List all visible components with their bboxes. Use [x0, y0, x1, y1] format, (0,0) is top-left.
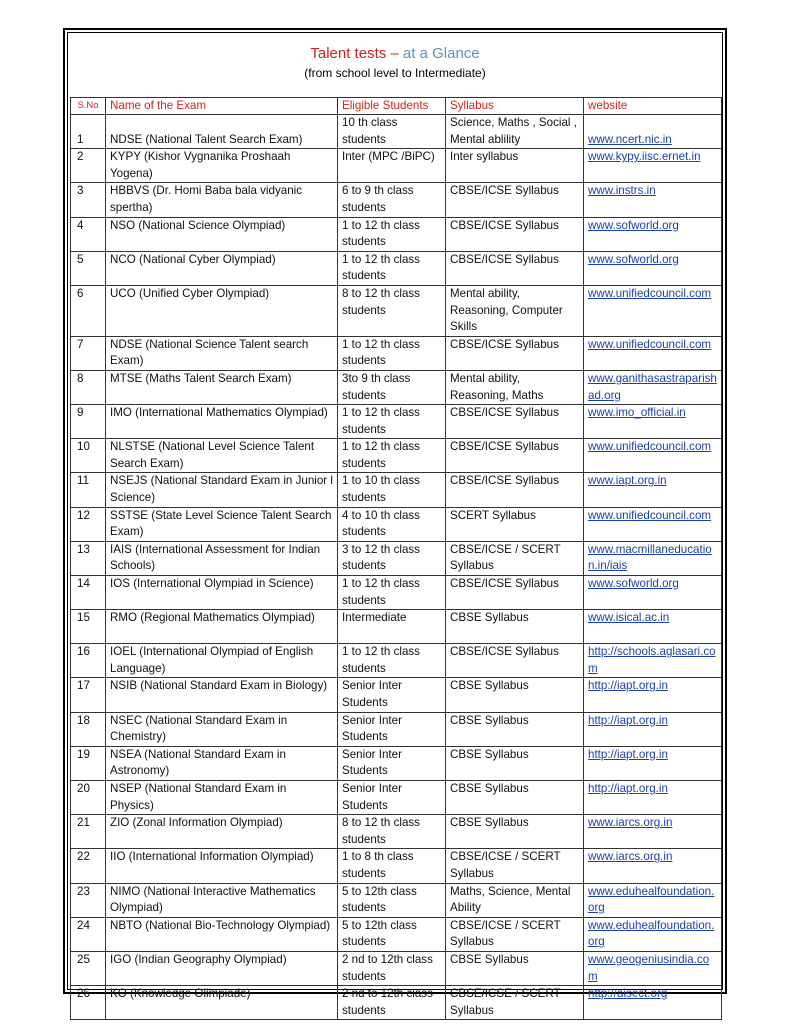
- table-header-row: [71, 98, 722, 115]
- cell-name-text: IGO (Indian Geography Olympiad): [110, 952, 287, 966]
- cell-sno: [71, 576, 106, 610]
- cell-syllabus: [446, 951, 584, 985]
- cell-eligible-text: 6 to 9 th class students: [342, 184, 414, 214]
- cell-name: [106, 951, 338, 985]
- cell-syllabus: [446, 149, 584, 183]
- cell-sno: [71, 849, 106, 883]
- cell-sno-text: 4: [77, 218, 84, 232]
- cell-syllabus-text: CBSE/ICSE / SCERT Syllabus: [450, 850, 561, 880]
- cell-syllabus: [446, 576, 584, 610]
- cell-syllabus: [446, 217, 584, 251]
- cell-syllabus-text: CBSE/ICSE Syllabus: [450, 337, 559, 351]
- cell-name-text: IOS (International Olympiad in Science): [110, 577, 314, 591]
- cell-eligible: [338, 115, 446, 149]
- cell-name-text: NSEP (National Standard Exam in Physics): [110, 781, 287, 812]
- table-row: [71, 917, 722, 951]
- title-part-1: Talent tests: [310, 45, 387, 62]
- cell-syllabus: [446, 336, 584, 370]
- cell-sno-text: 25: [77, 952, 90, 966]
- cell-name: [106, 849, 338, 883]
- cell-sno: [71, 115, 106, 149]
- cell-eligible: [338, 405, 446, 439]
- cell-eligible: [338, 183, 446, 217]
- cell-website: [584, 370, 722, 404]
- table-row: [71, 849, 722, 883]
- cell-website: [584, 610, 722, 644]
- cell-syllabus: [446, 251, 584, 285]
- col-header-sno: S.No: [71, 98, 106, 115]
- table-row: [71, 336, 722, 370]
- cell-name-text: NCO (National Cyber Olympiad): [110, 252, 276, 266]
- cell-name-text: IAIS (International Assessment for Indian Schools): [110, 542, 321, 573]
- cell-syllabus: [446, 712, 584, 746]
- cell-eligible: [338, 217, 446, 251]
- cell-sno: [71, 439, 106, 473]
- cell-sno-text: 8: [77, 371, 84, 385]
- cell-website: [584, 712, 722, 746]
- cell-sno-text: 15: [77, 611, 90, 625]
- cell-eligible-text: 5 to 12th class students: [342, 918, 417, 949]
- cell-sno-text: 22: [77, 850, 90, 864]
- cell-eligible: [338, 285, 446, 336]
- cell-name: [106, 439, 338, 473]
- cell-website: [584, 115, 722, 149]
- cell-name-text: HBBVS (Dr. Homi Baba bala vidyanic spertha): [110, 184, 303, 214]
- website-link[interactable]: www.iarcs.org.in: [588, 850, 673, 864]
- cell-syllabus-text: Maths, Science, Mental Ability: [450, 884, 571, 915]
- website-link[interactable]: http://iapt.org.in: [588, 781, 668, 795]
- cell-sno: [71, 610, 106, 644]
- cell-syllabus-text: CBSE/ICSE Syllabus: [450, 474, 559, 488]
- website-link[interactable]: www.unifiedcouncil.com: [588, 286, 712, 300]
- cell-website: [584, 746, 722, 780]
- cell-syllabus: [446, 541, 584, 575]
- cell-eligible-text: 2 nd to 12th class students: [342, 987, 433, 1017]
- cell-website: [584, 439, 722, 473]
- cell-eligible: [338, 780, 446, 814]
- website-link[interactable]: http://iapt.org.in: [588, 713, 668, 727]
- website-link[interactable]: www.instrs.in: [588, 184, 656, 198]
- cell-syllabus-text: CBSE/ICSE Syllabus: [450, 218, 559, 232]
- cell-sno: [71, 917, 106, 951]
- cell-website: [584, 217, 722, 251]
- cell-syllabus-text: CBSE Syllabus: [450, 816, 529, 830]
- cell-syllabus-text: CBSE/ICSE Syllabus: [450, 440, 559, 454]
- cell-syllabus-text: Mental ability, Reasoning, Computer Skills: [450, 286, 563, 334]
- cell-sno-text: 21: [77, 816, 90, 830]
- cell-eligible-text: 1 to 12 th class students: [342, 252, 420, 283]
- cell-name-text: NSEJS (National Standard Exam in Junior l Science): [110, 474, 333, 505]
- cell-eligible-text: 1 to 12 th class students: [342, 645, 420, 675]
- cell-name-text: NLSTSE (National Level Science Talent Search Exam): [110, 440, 315, 470]
- cell-sno: [71, 370, 106, 404]
- cell-syllabus-text: CBSE Syllabus: [450, 611, 529, 625]
- cell-website: [584, 951, 722, 985]
- cell-name: [106, 405, 338, 439]
- cell-eligible: [338, 251, 446, 285]
- cell-eligible: [338, 746, 446, 780]
- cell-eligible-text: 2 nd to 12th class students: [342, 952, 433, 983]
- col-header-website: website: [584, 98, 722, 115]
- cell-name: [106, 712, 338, 746]
- cell-website: [584, 336, 722, 370]
- cell-name: [106, 217, 338, 251]
- table-row: [71, 815, 722, 849]
- cell-eligible: [338, 541, 446, 575]
- cell-name: [106, 780, 338, 814]
- cell-syllabus: [446, 746, 584, 780]
- cell-syllabus-text: CBSE Syllabus: [450, 679, 529, 693]
- cell-eligible-text: Senior Inter Students: [342, 747, 402, 778]
- cell-website: [584, 917, 722, 951]
- cell-name: [106, 986, 338, 1020]
- cell-syllabus-text: Mental ability, Reasoning, Maths: [450, 371, 544, 402]
- website-link[interactable]: www.unifiedcouncil.com: [588, 337, 712, 351]
- table-row: [71, 405, 722, 439]
- cell-sno-text: 3: [77, 184, 84, 198]
- cell-website: [584, 507, 722, 541]
- cell-name: [106, 251, 338, 285]
- cell-eligible: [338, 473, 446, 507]
- cell-eligible: [338, 883, 446, 917]
- website-link[interactable]: www.ncert.nic.in: [588, 132, 672, 146]
- cell-syllabus: [446, 370, 584, 404]
- cell-website: [584, 780, 722, 814]
- cell-name: [106, 746, 338, 780]
- table-row: [71, 217, 722, 251]
- cell-name-text: NIMO (National Interactive Mathematics Olympiad): [110, 884, 316, 915]
- website-link[interactable]: http://aisect.org: [588, 987, 668, 1001]
- cell-syllabus-text: CBSE/ICSE / SCERT Syllabus: [450, 542, 561, 573]
- cell-eligible-text: 1 to 12 th class students: [342, 337, 420, 368]
- cell-name-text: RMO (Regional Mathematics Olympiad): [110, 611, 315, 625]
- cell-eligible: [338, 610, 446, 644]
- title-dash: –: [386, 45, 403, 62]
- cell-eligible: [338, 439, 446, 473]
- cell-name: [106, 541, 338, 575]
- cell-name-text: UCO (Unified Cyber Olympiad): [110, 286, 270, 300]
- table-row: [71, 951, 722, 985]
- cell-website: [584, 815, 722, 849]
- cell-name: [106, 336, 338, 370]
- cell-eligible-text: 10 th class students: [342, 116, 398, 146]
- cell-eligible: [338, 678, 446, 712]
- cell-eligible-text: 1 to 12 th class students: [342, 577, 420, 607]
- cell-sno-text: 24: [77, 918, 90, 932]
- cell-eligible: [338, 712, 446, 746]
- cell-syllabus: [446, 439, 584, 473]
- website-link[interactable]: http://iapt.org.in: [588, 679, 668, 693]
- cell-eligible: [338, 576, 446, 610]
- table-row: [71, 285, 722, 336]
- cell-sno: [71, 251, 106, 285]
- table-row: [71, 610, 722, 644]
- cell-sno: [71, 285, 106, 336]
- website-link[interactable]: www.iarcs.org.in: [588, 816, 673, 830]
- cell-syllabus-text: CBSE Syllabus: [450, 713, 529, 727]
- cell-eligible-text: 8 to 12 th class students: [342, 816, 420, 846]
- table-row: [71, 115, 722, 149]
- website-link[interactable]: www.sofworld.org: [588, 218, 679, 232]
- cell-syllabus-text: CBSE/ICSE / SCERT Syllabus: [450, 918, 561, 949]
- cell-name-text: SSTSE (State Level Science Talent Search Exam): [110, 508, 332, 539]
- cell-eligible: [338, 986, 446, 1020]
- cell-sno-text: 16: [77, 645, 90, 659]
- cell-name: [106, 644, 338, 678]
- table-row: [71, 883, 722, 917]
- website-link[interactable]: www.unifiedcouncil.com: [588, 508, 712, 522]
- website-link[interactable]: www.ganithasastraparishad.org: [588, 371, 717, 402]
- table-body: [71, 115, 722, 1020]
- cell-name: [106, 678, 338, 712]
- cell-website: [584, 678, 722, 712]
- website-link[interactable]: www.unifiedcouncil.com: [588, 440, 712, 454]
- cell-sno: [71, 951, 106, 985]
- cell-eligible-text: 1 to 8 th class students: [342, 850, 414, 880]
- website-link[interactable]: www.kypy.iisc.ernet.in: [588, 150, 701, 164]
- cell-sno-text: 20: [77, 781, 90, 795]
- table-row: [71, 507, 722, 541]
- cell-eligible: [338, 336, 446, 370]
- cell-website: [584, 644, 722, 678]
- cell-sno-text: 5: [77, 252, 84, 266]
- cell-name-text: KYPY (Kishor Vygnanika Proshaah Yogena): [110, 150, 291, 180]
- cell-syllabus: [446, 780, 584, 814]
- cell-syllabus-text: Science, Maths , Social , Mental ablility: [450, 116, 577, 146]
- cell-name: [106, 883, 338, 917]
- cell-sno: [71, 217, 106, 251]
- page-title: [67, 44, 723, 64]
- cell-name: [106, 370, 338, 404]
- cell-syllabus: [446, 405, 584, 439]
- cell-sno-text: 2: [77, 150, 84, 164]
- cell-name: [106, 917, 338, 951]
- cell-eligible-text: Inter (MPC /BiPC): [342, 150, 435, 164]
- cell-website: [584, 986, 722, 1020]
- cell-syllabus-text: Inter syllabus: [450, 150, 519, 164]
- cell-syllabus: [446, 115, 584, 149]
- cell-sno: [71, 678, 106, 712]
- cell-eligible-text: 4 to 10 th class students: [342, 508, 420, 539]
- cell-sno: [71, 507, 106, 541]
- cell-sno: [71, 183, 106, 217]
- cell-syllabus-text: CBSE Syllabus: [450, 952, 529, 966]
- table-row: [71, 439, 722, 473]
- website-link[interactable]: www.macmillaneducation.in/iais: [588, 542, 712, 573]
- cell-syllabus: [446, 507, 584, 541]
- website-link[interactable]: www.geogeniusindia.com: [588, 952, 710, 983]
- cell-syllabus: [446, 986, 584, 1020]
- cell-sno: [71, 541, 106, 575]
- cell-website: [584, 251, 722, 285]
- table-row: [71, 678, 722, 712]
- cell-syllabus: [446, 678, 584, 712]
- cell-sno-text: 12: [77, 508, 90, 522]
- table-row: [71, 370, 722, 404]
- cell-sno-text: 14: [77, 577, 90, 591]
- cell-name-text: NSEC (National Standard Exam in Chemistry): [110, 713, 288, 744]
- table-row: [71, 986, 722, 1020]
- cell-syllabus: [446, 849, 584, 883]
- table-row: [71, 473, 722, 507]
- cell-sno: [71, 746, 106, 780]
- cell-website: [584, 285, 722, 336]
- cell-name: [106, 610, 338, 644]
- cell-syllabus-text: CBSE/ICSE Syllabus: [450, 252, 559, 266]
- cell-website: [584, 149, 722, 183]
- cell-syllabus-text: CBSE/ICSE / SCERT Syllabus: [450, 987, 561, 1017]
- website-link[interactable]: www.isical.ac.in: [588, 611, 670, 625]
- cell-syllabus-text: CBSE/ICSE Syllabus: [450, 645, 559, 659]
- cell-name: [106, 815, 338, 849]
- cell-sno: [71, 473, 106, 507]
- cell-eligible-text: 1 to 12 th class students: [342, 440, 420, 470]
- cell-sno: [71, 149, 106, 183]
- cell-name-text: NSIB (National Standard Exam in Biology): [110, 679, 328, 693]
- cell-eligible-text: 1 to 12 th class students: [342, 406, 420, 436]
- cell-name-text: NSO (National Science Olympiad): [110, 218, 286, 232]
- cell-website: [584, 405, 722, 439]
- table-row: [71, 149, 722, 183]
- cell-syllabus: [446, 917, 584, 951]
- cell-syllabus-text: CBSE Syllabus: [450, 747, 529, 761]
- title-part-2: at a Glance: [402, 45, 480, 62]
- cell-eligible-text: Senior Inter Students: [342, 679, 402, 709]
- table-row: [71, 746, 722, 780]
- cell-name-text: MTSE (Maths Talent Search Exam): [110, 371, 292, 385]
- cell-name-text: NBTO (National Bio-Technology Olympiad): [110, 918, 331, 932]
- cell-name-text: IIO (International Information Olympiad): [110, 850, 314, 864]
- website-link[interactable]: http://schools.aglasari.com: [588, 645, 716, 675]
- page-subtitle: (from school level to Intermediate): [304, 66, 486, 80]
- website-link[interactable]: http://iapt.org.in: [588, 747, 668, 761]
- cell-name: [106, 473, 338, 507]
- cell-website: [584, 183, 722, 217]
- col-header-syllabus: Syllabus: [446, 98, 584, 115]
- cell-website: [584, 849, 722, 883]
- cell-sno-text: 18: [77, 713, 90, 727]
- cell-sno: [71, 336, 106, 370]
- col-header-name: Name of the Exam: [106, 98, 338, 115]
- table-row: [71, 183, 722, 217]
- cell-eligible-text: Senior Inter Students: [342, 781, 402, 812]
- col-header-eligible: Eligible Students: [338, 98, 446, 115]
- cell-sno: [71, 780, 106, 814]
- cell-syllabus: [446, 183, 584, 217]
- table-row: [71, 541, 722, 575]
- cell-name: [106, 507, 338, 541]
- website-link[interactable]: www.sofworld.org: [588, 577, 679, 591]
- cell-sno-text: 9: [77, 406, 84, 420]
- cell-eligible-text: 3 to 12 th class students: [342, 542, 420, 573]
- cell-website: [584, 473, 722, 507]
- website-link[interactable]: www.imo_official.in: [588, 406, 686, 420]
- cell-eligible: [338, 849, 446, 883]
- table-row: [71, 712, 722, 746]
- website-link[interactable]: www.eduhealfoundation.org: [588, 884, 715, 915]
- exams-table: [70, 97, 722, 1020]
- cell-syllabus-text: CBSE/ICSE Syllabus: [450, 577, 559, 591]
- cell-name-text: KO (Knowledge Olimpiade): [110, 987, 251, 1001]
- cell-eligible: [338, 951, 446, 985]
- cell-eligible-text: 8 to 12 th class students: [342, 286, 420, 317]
- cell-name-text: IMO (International Mathematics Olympiad): [110, 406, 328, 420]
- cell-eligible-text: 1 to 10 th class students: [342, 474, 420, 505]
- cell-syllabus-text: CBSE/ICSE Syllabus: [450, 406, 559, 420]
- cell-sno-text: 11: [77, 474, 90, 488]
- website-link[interactable]: www.eduhealfoundation.org: [588, 918, 715, 949]
- cell-website: [584, 576, 722, 610]
- cell-eligible: [338, 149, 446, 183]
- cell-eligible-text: 5 to 12th class students: [342, 884, 417, 915]
- cell-name: [106, 149, 338, 183]
- table-row: [71, 780, 722, 814]
- cell-eligible: [338, 507, 446, 541]
- cell-eligible: [338, 917, 446, 951]
- cell-sno: [71, 815, 106, 849]
- cell-website: [584, 541, 722, 575]
- cell-sno-text: 26: [77, 987, 90, 1001]
- cell-sno: [71, 883, 106, 917]
- cell-eligible: [338, 815, 446, 849]
- cell-eligible-text: Intermediate: [342, 611, 407, 625]
- cell-sno-text: 1: [77, 132, 84, 146]
- cell-sno-text: 23: [77, 884, 90, 898]
- table-row: [71, 251, 722, 285]
- cell-syllabus: [446, 644, 584, 678]
- website-link[interactable]: www.iapt.org.in: [588, 474, 667, 488]
- cell-eligible-text: 3to 9 th class students: [342, 371, 411, 402]
- cell-sno-text: 17: [77, 679, 90, 693]
- cell-name-text: NSEA (National Standard Exam in Astronomy): [110, 747, 286, 778]
- cell-name: [106, 183, 338, 217]
- cell-name-text: IOEL (International Olympiad of English Language): [110, 645, 314, 675]
- cell-name: [106, 115, 338, 149]
- cell-sno-text: 7: [77, 337, 84, 351]
- cell-name: [106, 576, 338, 610]
- cell-sno: [71, 986, 106, 1020]
- cell-syllabus-text: CBSE Syllabus: [450, 781, 529, 795]
- website-link[interactable]: www.sofworld.org: [588, 252, 679, 266]
- cell-sno: [71, 405, 106, 439]
- cell-syllabus: [446, 473, 584, 507]
- cell-name-text: NDSE (National Talent Search Exam): [110, 132, 303, 146]
- cell-syllabus: [446, 610, 584, 644]
- cell-eligible-text: Senior Inter Students: [342, 713, 402, 744]
- cell-sno-text: 13: [77, 542, 90, 556]
- cell-eligible: [338, 370, 446, 404]
- cell-eligible: [338, 644, 446, 678]
- cell-sno: [71, 644, 106, 678]
- cell-sno-text: 19: [77, 747, 90, 761]
- cell-name: [106, 285, 338, 336]
- cell-eligible-text: 1 to 12 th class students: [342, 218, 420, 249]
- table-row: [71, 576, 722, 610]
- cell-website: [584, 883, 722, 917]
- cell-sno-text: 10: [77, 440, 90, 454]
- cell-syllabus-text: CBSE/ICSE Syllabus: [450, 184, 559, 198]
- cell-sno: [71, 712, 106, 746]
- table-row: [71, 644, 722, 678]
- cell-syllabus: [446, 883, 584, 917]
- cell-name-text: ZIO (Zonal Information Olympiad): [110, 816, 283, 830]
- cell-syllabus: [446, 815, 584, 849]
- cell-syllabus: [446, 285, 584, 336]
- cell-syllabus-text: SCERT Syllabus: [450, 508, 536, 522]
- cell-sno-text: 6: [77, 286, 84, 300]
- cell-name-text: NDSE (National Science Talent search Exam): [110, 337, 309, 368]
